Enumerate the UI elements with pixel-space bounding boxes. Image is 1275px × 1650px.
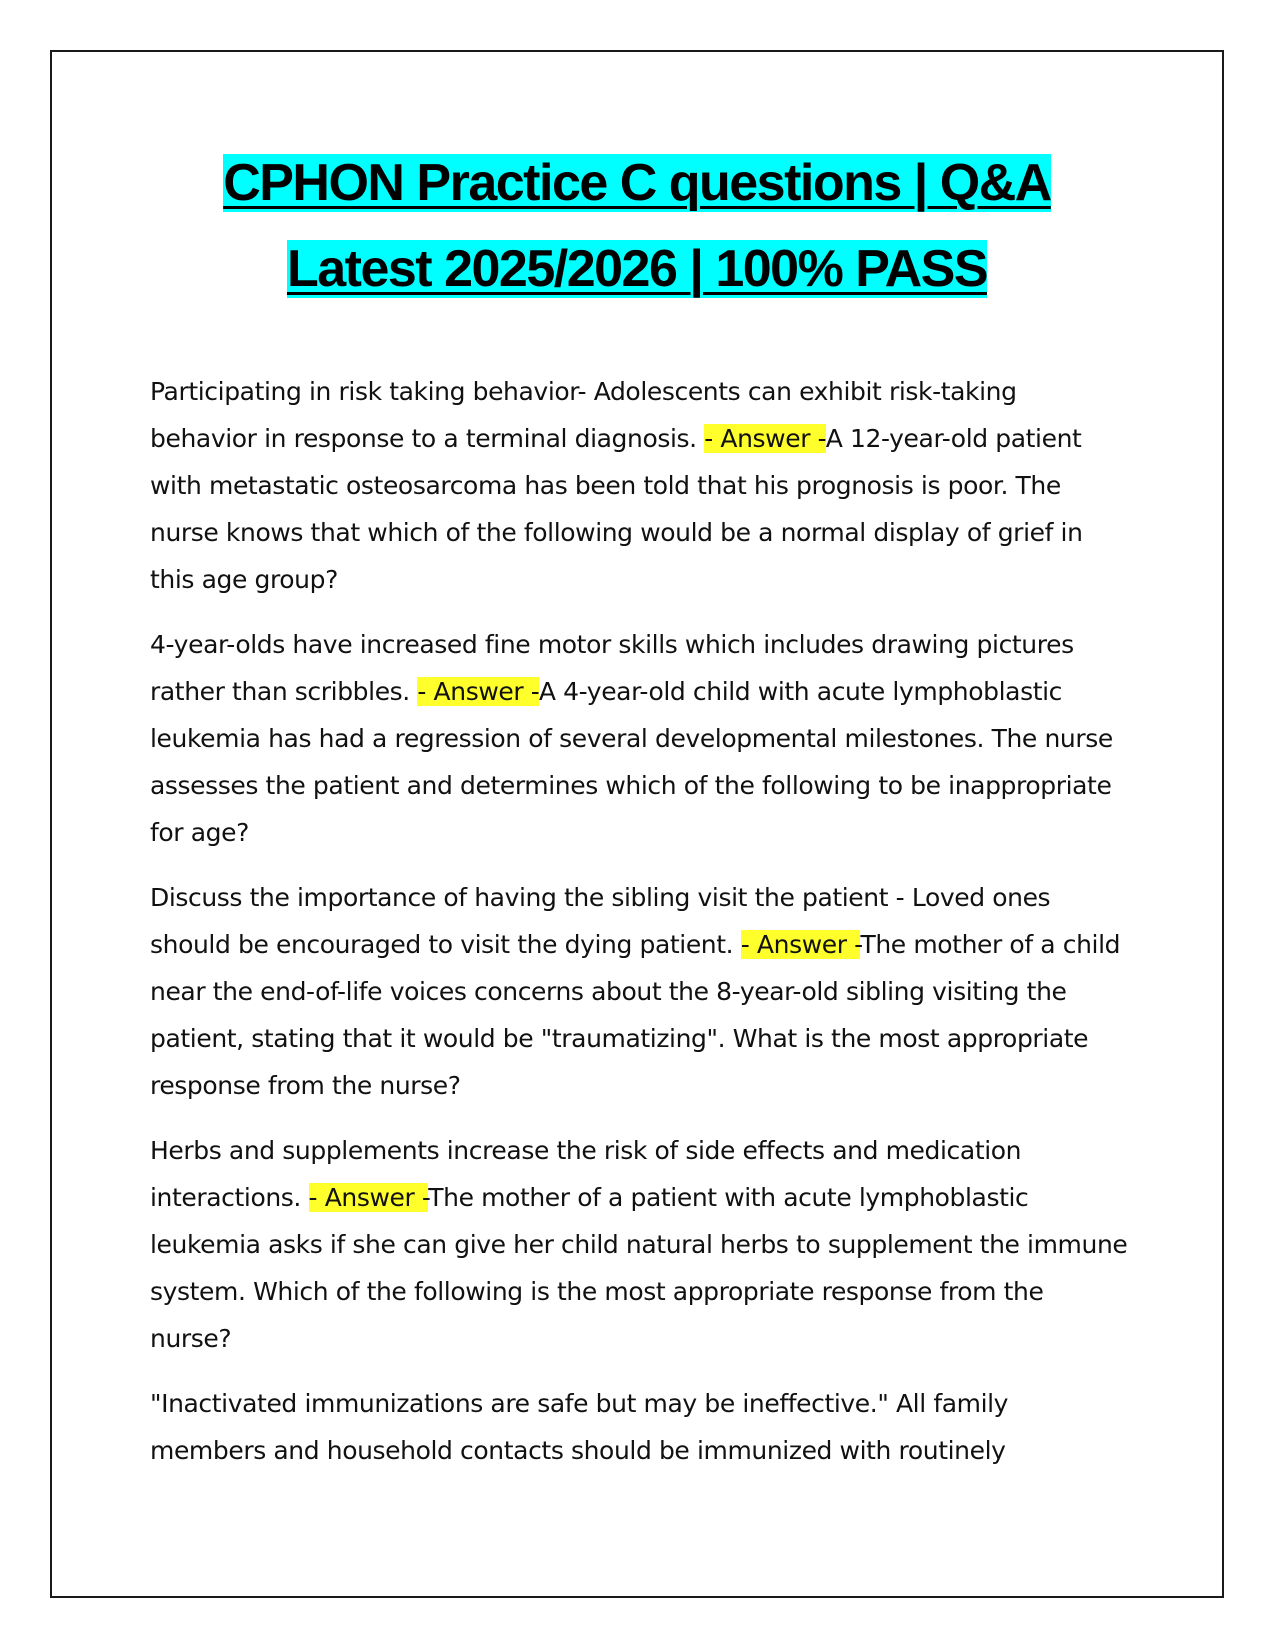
document-body	[150, 368, 1130, 1492]
question-text: The mother of a child near the end-of-life voices concerns about the 8-year-old sibling visiting the patient, stating that it would be "traumatizing". What is the most appropriate response from the nurse?	[150, 930, 1121, 1100]
question-text: A 12-year-old patient with metastatic osteosarcoma has been told that his prognosis is poor. The nurse knows that which of the following would be a normal display of grief in this age group?	[150, 424, 1083, 594]
question-text: The mother of a patient with acute lymphoblastic leukemia asks if she can give her child natural herbs to supplement the immune system. Which of the following is the most appropriate response from the nurse?	[150, 1183, 1128, 1353]
qa-item-3	[150, 874, 1130, 1109]
answer-marker: - Answer -	[308, 1183, 429, 1212]
question-text: A 4-year-old child with acute lymphoblastic leukemia has had a regression of several developmental milestones. The nurse assesses the patient and determines which of the following to be inappropriate for age?	[150, 677, 1113, 847]
answer-marker: - Answer -	[417, 677, 539, 706]
qa-item-1	[150, 368, 1130, 603]
title-line-2: Latest 2025/2026 | 100% PASS	[286, 240, 988, 298]
answer-marker: - Answer -	[740, 930, 861, 959]
document-title	[52, 140, 1222, 312]
title-line-1: CPHON Practice C questions | Q&A	[223, 154, 1051, 212]
trailing-paragraph: "Inactivated immunizations are safe but may be ineffective." All family members and household contacts should be immunized with routinely	[150, 1389, 1009, 1465]
answer-text: Participating in risk taking behavior- Adolescents can exhibit risk-taking behavior in response to a terminal diagnosis.	[150, 377, 1017, 453]
answer-text: Discuss the importance of having the sibling visit the patient - Loved ones should be encouraged to visit the dying patient.	[150, 883, 1051, 959]
answer-text: Herbs and supplements increase the risk of side effects and medication interactions.	[150, 1136, 1022, 1212]
qa-item-4	[150, 1127, 1130, 1362]
answer-marker: - Answer -	[704, 424, 826, 453]
answer-text: 4-year-olds have increased fine motor skills which includes drawing pictures rather than scribbles.	[150, 630, 1074, 706]
qa-item-2	[150, 621, 1130, 856]
